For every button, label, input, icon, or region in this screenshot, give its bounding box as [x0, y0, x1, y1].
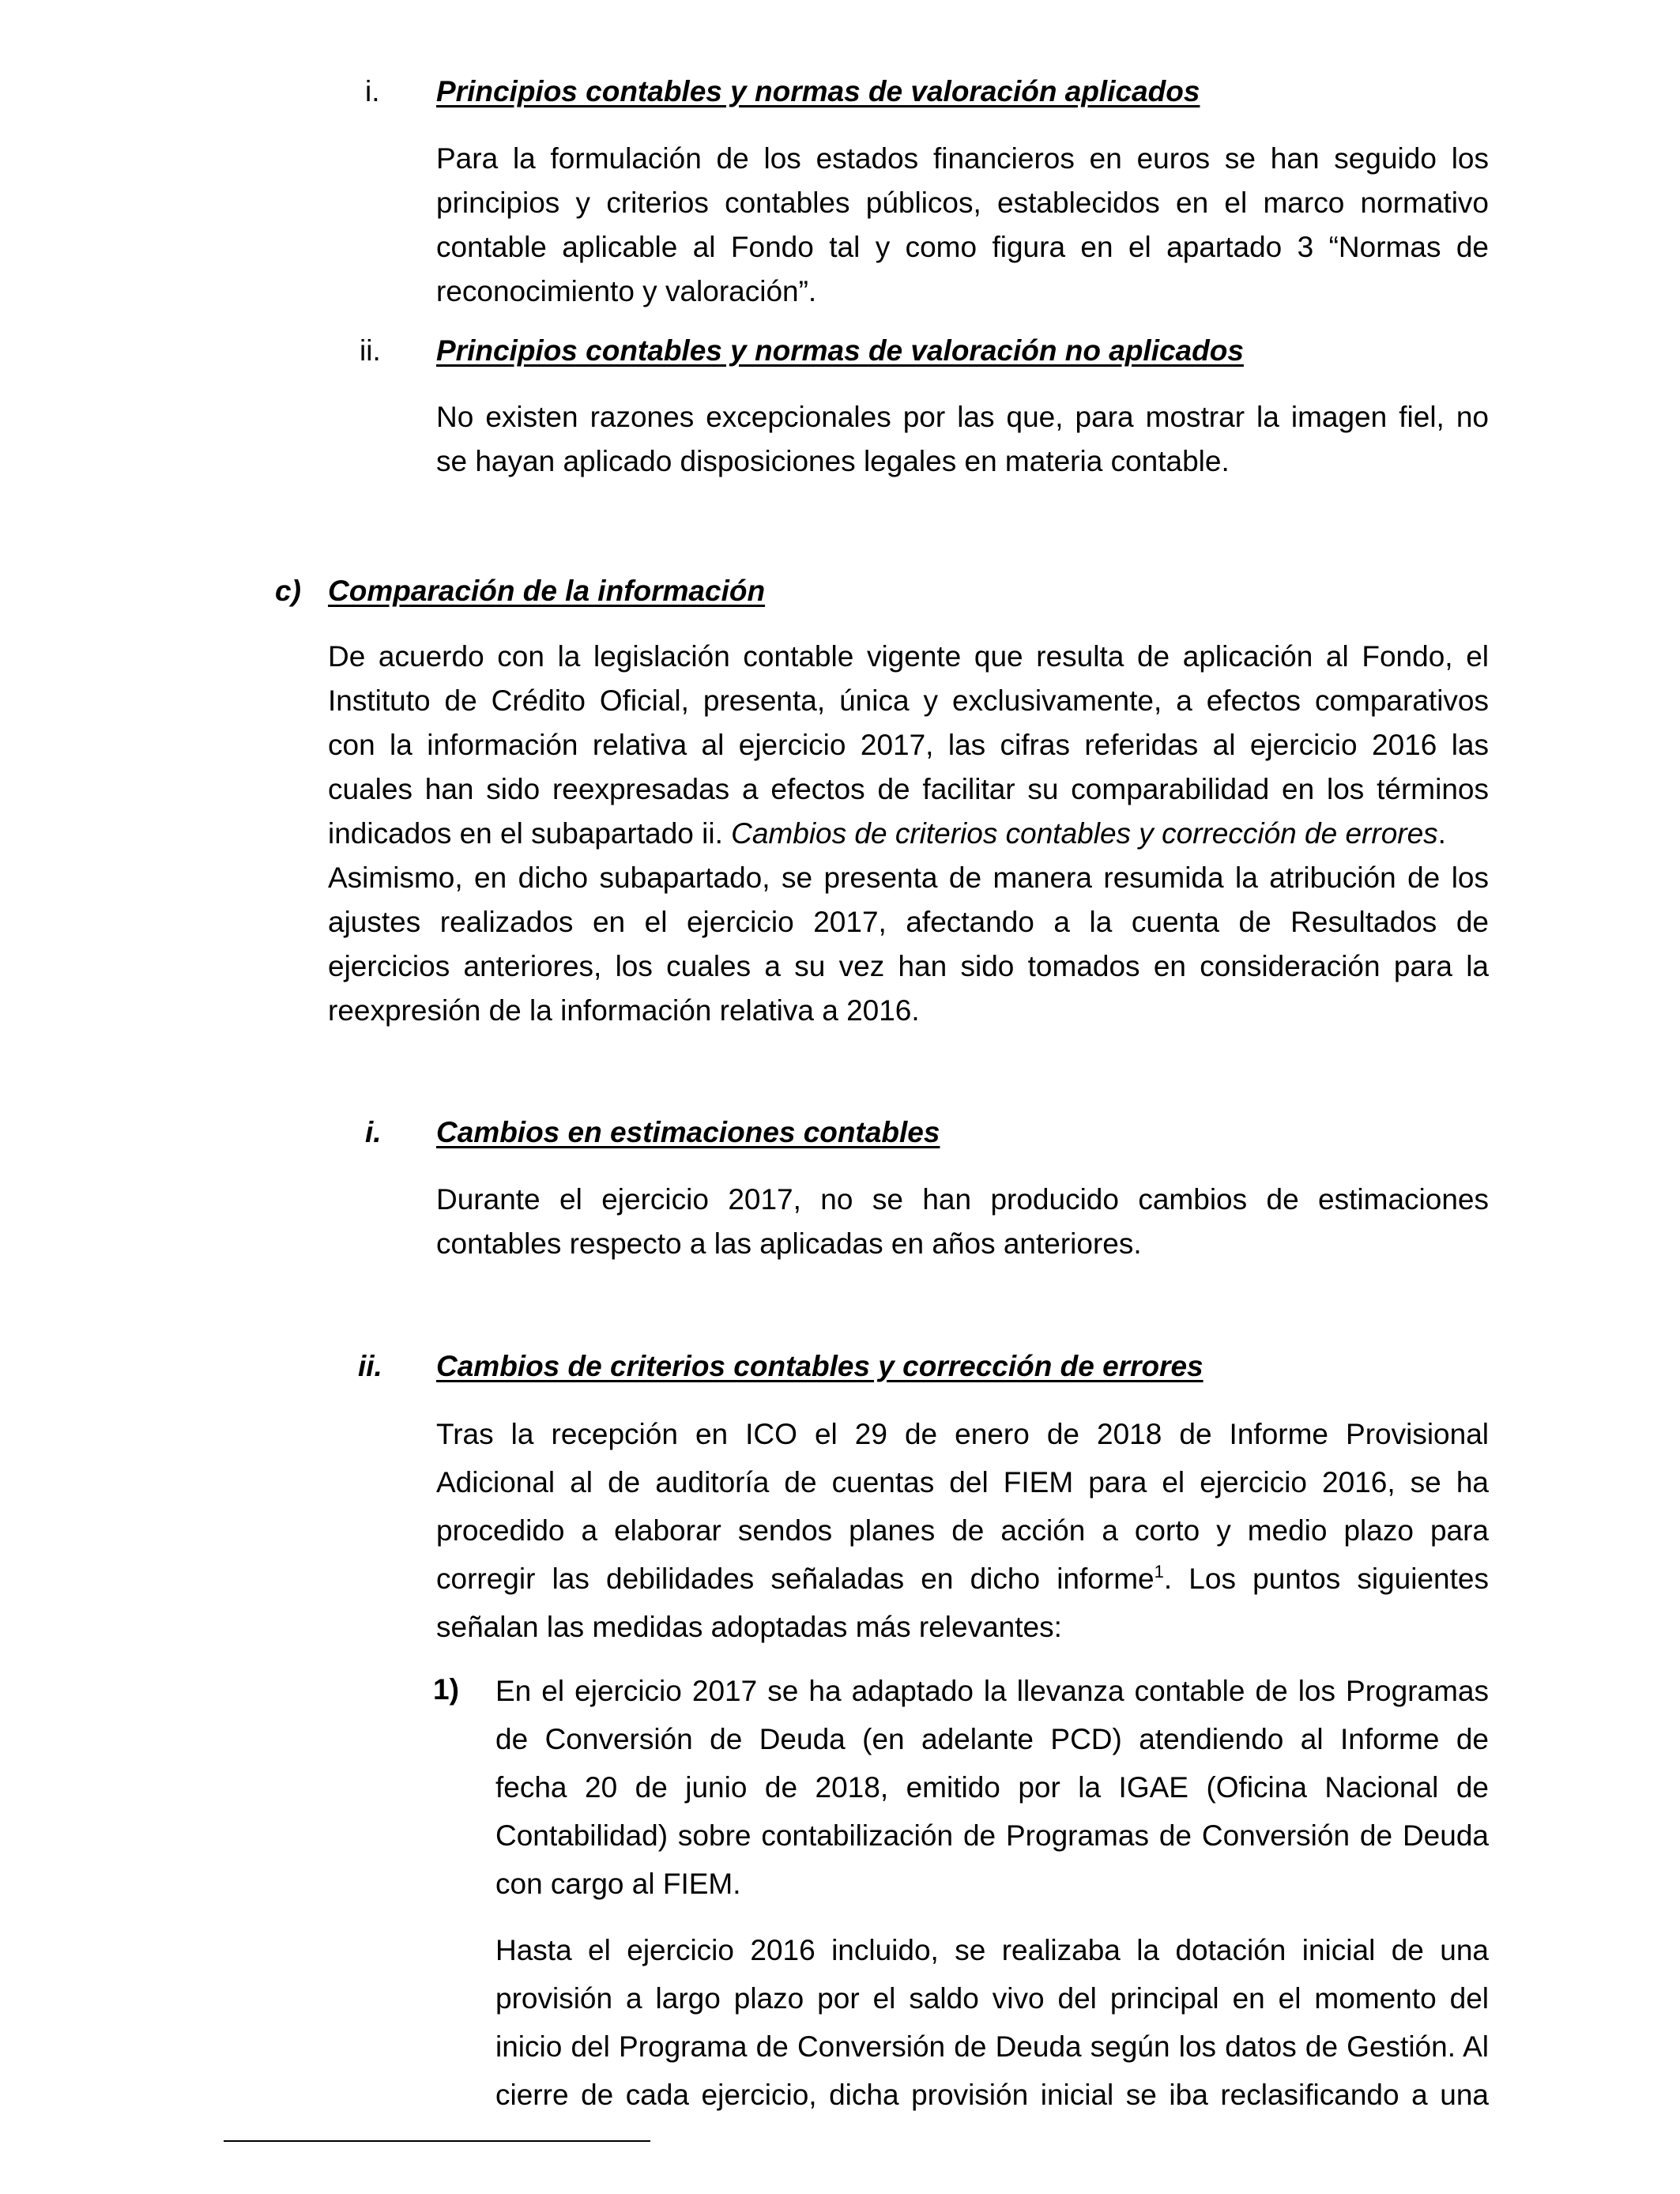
paragraph-line: inicio del Programa de Conversión de Deuda según los datos de Gestión. Al — [495, 2030, 1489, 2063]
paragraph-line: Tras la recepción en ICO el 29 de enero de 2018 de Informe Provisional — [436, 1418, 1489, 1450]
paragraph — [495, 1926, 1489, 2119]
paragraph-line: se hayan aplicado disposiciones legales en materia contable. — [436, 445, 1230, 477]
paragraph-line: principios y criterios contables públicos, establecidos en el marco normativo — [436, 187, 1489, 219]
paragraph-line: reconocimiento y valoración”. — [436, 275, 817, 307]
text-run: . Los puntos siguientes — [1163, 1563, 1489, 1595]
list-marker: ii. — [358, 1350, 382, 1382]
footnote-ref[interactable]: 1 — [1154, 1562, 1164, 1581]
paragraph-line: ajustes realizados en el ejercicio 2017, afectando a la cuenta de Resultados de — [328, 906, 1489, 938]
paragraph-line: Durante el ejercicio 2017, no se han producido cambios de estimaciones — [436, 1183, 1489, 1216]
text-run: . — [1437, 817, 1446, 850]
italic-reference: Cambios de criterios contables y corrección de errores — [731, 817, 1438, 850]
text-run: corregir las debilidades señaladas en dicho informe — [436, 1563, 1155, 1595]
paragraph-line: reexpresión de la información relativa a 2016. — [328, 994, 920, 1027]
section-marker: c) — [275, 575, 301, 607]
paragraph-line: con la información relativa al ejercicio 2017, las cifras referidas al ejercicio 2016 las — [328, 729, 1489, 761]
paragraph-line: ejercicios anteriores, los cuales a su vez han sido tomados en consideración para la — [328, 950, 1489, 982]
paragraph-line: señalan las medidas adoptadas más relevantes: — [436, 1611, 1062, 1643]
paragraph-line — [328, 812, 1489, 856]
paragraph — [436, 395, 1489, 484]
paragraph-line: cierre de cada ejercicio, dicha provisión inicial se iba reclasificando a una — [495, 2079, 1489, 2111]
paragraph-line: Hasta el ejercicio 2016 incluido, se realizaba la dotación inicial de una — [495, 1934, 1489, 1966]
section-heading: Principios contables y normas de valoración aplicados — [436, 75, 1200, 107]
paragraph-line: Adicional al de auditoría de cuentas del FIEM para el ejercicio 2016, se ha — [436, 1466, 1489, 1498]
paragraph-line: fecha 20 de junio de 2018, emitido por la IGAE (Oficina Nacional de — [495, 1771, 1489, 1804]
list-marker: i. — [365, 75, 380, 107]
paragraph-line — [436, 1555, 1489, 1603]
paragraph — [495, 1667, 1489, 1908]
paragraph-line: provisión a largo plazo por el saldo vivo del principal en el momento del — [495, 1982, 1489, 2015]
section-heading: Comparación de la información — [328, 575, 766, 607]
paragraph-line: De acuerdo con la legislación contable vigente que resulta de aplicación al Fondo, el — [328, 640, 1489, 673]
list-marker: ii. — [360, 334, 381, 367]
text-run: indicados en el subapartado ii. — [328, 817, 723, 850]
section-heading: Principios contables y normas de valoración no aplicados — [436, 334, 1244, 367]
paragraph-line: contables respecto a las aplicadas en años anteriores. — [436, 1227, 1142, 1260]
paragraph — [436, 1410, 1489, 1651]
paragraph-line: contable aplicable al Fondo tal y como figura en el apartado 3 “Normas de — [436, 231, 1489, 263]
paragraph-line: No existen razones excepcionales por las que, para mostrar la imagen fiel, no — [436, 401, 1489, 433]
paragraph-line: En el ejercicio 2017 se ha adaptado la llevanza contable de los Programas — [495, 1675, 1489, 1707]
list-marker: i. — [365, 1116, 382, 1148]
list-marker: 1) — [433, 1673, 459, 1706]
section-heading: Cambios en estimaciones contables — [436, 1116, 940, 1148]
paragraph — [328, 635, 1489, 1033]
footnote-separator — [224, 2140, 650, 2142]
section-heading: Cambios de criterios contables y corrección de errores — [436, 1350, 1203, 1382]
paragraph-line: procedido a elaborar sendos planes de acción a corto y medio plazo para — [436, 1514, 1489, 1547]
paragraph-line: Para la formulación de los estados financieros en euros se han seguido los — [436, 142, 1489, 175]
paragraph-line: Instituto de Crédito Oficial, presenta, única y exclusivamente, a efectos comparativos — [328, 684, 1489, 717]
paragraph-line: de Conversión de Deuda (en adelante PCD) atendiendo al Informe de — [495, 1723, 1489, 1755]
paragraph-line: con cargo al FIEM. — [495, 1868, 741, 1900]
paragraph-line: Contabilidad) sobre contabilización de Programas de Conversión de Deuda — [495, 1819, 1489, 1852]
paragraph — [436, 137, 1489, 314]
paragraph-line: cuales han sido reexpresadas a efectos de facilitar su comparabilidad en los términos — [328, 773, 1489, 805]
paragraph — [436, 1178, 1489, 1266]
paragraph-line: Asimismo, en dicho subapartado, se presenta de manera resumida la atribución de los — [328, 861, 1489, 894]
